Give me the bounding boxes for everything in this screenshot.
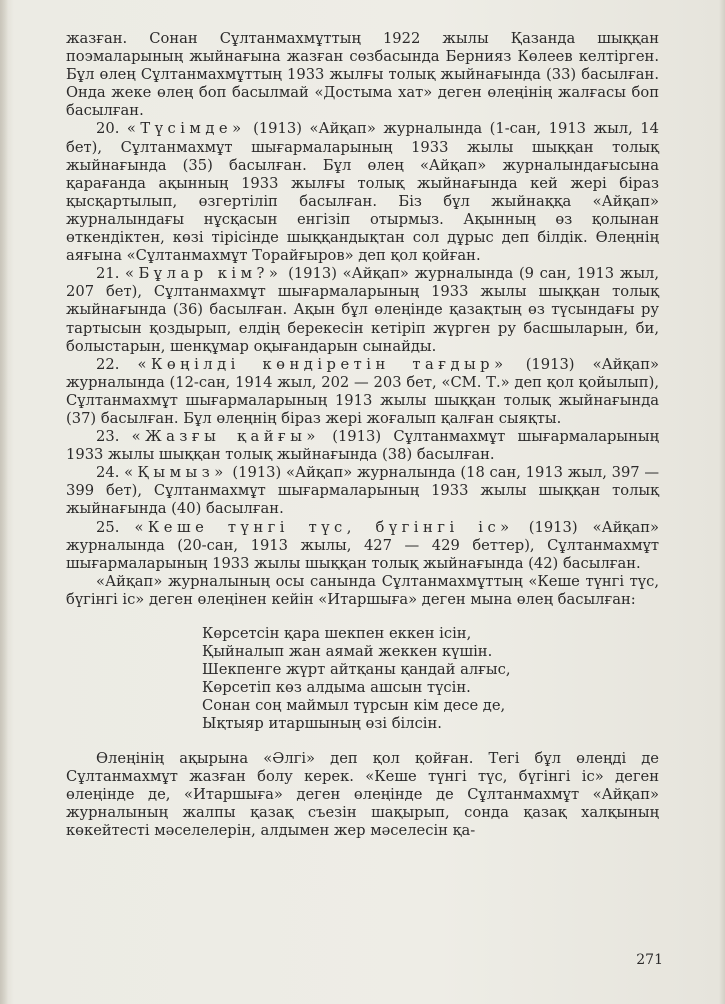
note-24 [66, 464, 659, 518]
paragraph-continuation [66, 30, 659, 120]
note-number: 25. [96, 518, 120, 536]
note-title: «Көңілді көндіретін тағдыр» [137, 355, 508, 373]
note-21 [66, 265, 659, 355]
note-number: 20. [96, 120, 120, 138]
note-number: 22. [96, 355, 120, 373]
closing-text [66, 750, 659, 840]
poem-line: Шекпенге жүрт айтқаны қандай алғыс, [202, 661, 511, 679]
aikap-paragraph [66, 573, 659, 609]
note-20 [66, 120, 659, 265]
note-number: 23. [96, 428, 120, 446]
main-text [66, 30, 659, 609]
page-right-edge [719, 0, 725, 1004]
note-title: «Түсімде» [126, 120, 246, 138]
poem-line: Көрсетсін қара шекпен еккен ісін, [202, 625, 472, 642]
poem-line: Сонан соң маймыл түрсын кім десе де, [202, 697, 506, 715]
note-23 [66, 428, 659, 464]
note-title: «Кеше түнгі түс, бүгінгі іс» [134, 518, 514, 536]
note-title: «Жазғы қайғы» [131, 428, 320, 446]
poem-line: Көрсетіп көз алдыма ашсын түсін. [202, 679, 471, 697]
note-title: «Бұлар кім?» [125, 265, 283, 283]
note-number: 21. [96, 265, 120, 283]
page-left-edge [0, 0, 8, 1004]
note-title: «Қымыз» [124, 464, 228, 482]
poem-quote [202, 625, 659, 734]
paragraph-text: жазған. Сонан Сұлтанмахмұттың 1922 жылы Қазанда шыққан поэмаларының жыйнағына жазған сөзбасында Бернияз Көлеев келтірген. Бұл өлең Сұлтанмахмұттың 1933 жылғы толық жыйнағында (33) басылған. Онда жеке өлең боп басылмай «Достыма хат» деген өлеңінің жалғасы боп басылған. [66, 30, 659, 120]
note-text: (1913) «Айқап» журналында (12-сан, 1914 жыл, 202 — 203 бет, «СМ. Т.» деп қол қойылып), Сұлтанмахмұт шығармаларының 1913 жылы шыққан толық жыйнағында (37) басылған. Бұл өлеңнің біраз жері жоғалып қалған сыяқты. [66, 355, 659, 427]
note-text: (1913) «Айқап» журналында (18 сан, 1913 жыл, 397 — 399 бет), Сұлтанмахмұт шығармаларының 1933 жылы шыққан толық жыйнағында (40) басылған. [66, 464, 660, 518]
note-25 [66, 519, 659, 573]
note-22 [66, 356, 659, 428]
page-number: 271 [636, 952, 663, 968]
note-text: (1913) Сұлтанмахмұт шығармаларының 1933 жылы шыққан толық жыйнағында (38) басылған. [66, 428, 659, 464]
poem-line: Қыйналып жан аямай жеккен күшін. [202, 643, 493, 661]
closing-paragraph: Өлеңінің ақырына «Әлгі» деп қол қойған. Тегі бұл өлеңді де Сұлтанмахмұт жазған болу керек. «Кеше түнгі түс, бүгінгі іс» деген өлеңінде де, «Итаршыға» деген өлеңінде де Сұлтанмахмұт «Айқап» журналының жалпы қазақ съезін шақырып, сонда қазақ халқының көкейтесті мәселелерін, алдымен жер мәселесін қа- [66, 749, 659, 839]
note-text: (1913) «Айқап» журналында (9 сан, 1913 жыл, 207 бет), Сұлтанмахмұт шығармаларының 1933 жылы шыққан толық жыйнағында (36) басылған. Ақын бұл өлеңінде қазақтың өз түсындағы ру тартысын қоздырып, елдің берекесін кетіріп жүрген ру басшыларын, би, болыстарын, шенқұмар оқығандарын сынайды. [66, 265, 660, 355]
note-text: (1913) «Айқап» журналында (1-сан, 1913 жыл, 14 бет), Сұлтанмахмұт шығармаларының 1933 жылы шыққан толық жыйнағында (35) басылған. Бұл өлең «Айқап» журналындағысына қарағанда ақынның 1933 жылғы толық жыйнағында кей жері біраз қысқартылып, өзгертіліп басылған. Біз бұл жыйнаққа «Айқап» журналындағы нұсқасын енгізіп отырмыз. Ақынның өз қолынан өткендіктен, көзі тірісінде шыққандықтан сол дұрыс деп білдік. Өлеңнің аяғына «Сұлтанмахмұт Торайғыров» деп қол қойған. [66, 120, 659, 265]
note-number: 24. [96, 464, 120, 482]
note-text: (1913) «Айқап» журналында (20-сан, 1913 жылы, 427 — 429 беттер), Сұлтанмахмұт шығармаларының 1933 жылы шыққан толық жыйнағында (42) басылған. [66, 518, 659, 572]
poem-line: Ықтыяр итаршының өзі білсін. [202, 715, 442, 733]
paragraph-text: «Айқап» журналының осы санында Сұлтанмахмұттың «Кеше түнгі түс, бүгінгі іс» деген өлеңінен кейін «Итаршыға» деген мына өлең басылған: [66, 572, 659, 608]
